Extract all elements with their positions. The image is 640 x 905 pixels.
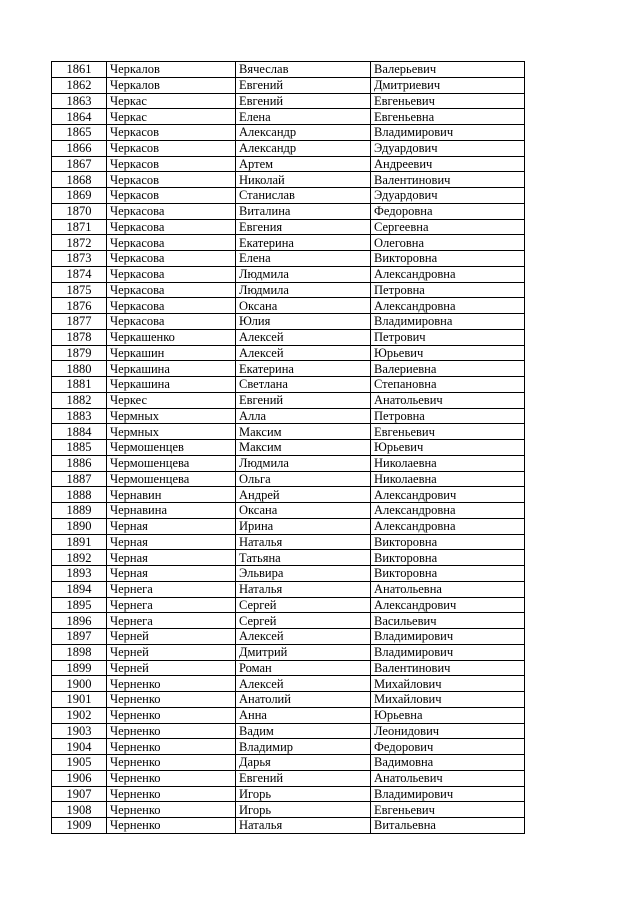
last-name-cell: Черкасова: [107, 251, 236, 267]
patronymic-cell: Владимирович: [371, 629, 525, 645]
table-row: [52, 613, 525, 629]
first-name-cell: Роман: [236, 660, 371, 676]
patronymic-cell: Петровна: [371, 408, 525, 424]
first-name-cell: Ольга: [236, 471, 371, 487]
last-name-cell: Черкасов: [107, 172, 236, 188]
row-number-cell: 1901: [52, 692, 107, 708]
first-name-cell: Алексей: [236, 329, 371, 345]
patronymic-cell: Викторовна: [371, 550, 525, 566]
table-row: [52, 550, 525, 566]
last-name-cell: Черкас: [107, 93, 236, 109]
patronymic-cell: Александровна: [371, 518, 525, 534]
row-number-cell: 1890: [52, 518, 107, 534]
patronymic-cell: Владимирович: [371, 125, 525, 141]
row-number-cell: 1876: [52, 298, 107, 314]
patronymic-cell: Александрович: [371, 487, 525, 503]
row-number-cell: 1879: [52, 345, 107, 361]
last-name-cell: Чермных: [107, 424, 236, 440]
first-name-cell: Владимир: [236, 739, 371, 755]
last-name-cell: Черкасова: [107, 266, 236, 282]
patronymic-cell: Федоровна: [371, 203, 525, 219]
patronymic-cell: Викторовна: [371, 566, 525, 582]
row-number-cell: 1874: [52, 266, 107, 282]
table-row: [52, 818, 525, 834]
row-number-cell: 1909: [52, 818, 107, 834]
last-name-cell: Черкашенко: [107, 329, 236, 345]
patronymic-cell: Юрьевна: [371, 707, 525, 723]
row-number-cell: 1868: [52, 172, 107, 188]
patronymic-cell: Евгеньевич: [371, 802, 525, 818]
patronymic-cell: Александровна: [371, 266, 525, 282]
patronymic-cell: Валериевна: [371, 361, 525, 377]
first-name-cell: Людмила: [236, 266, 371, 282]
patronymic-cell: Витальевна: [371, 818, 525, 834]
last-name-cell: Черненко: [107, 802, 236, 818]
first-name-cell: Светлана: [236, 377, 371, 393]
patronymic-cell: Юрьевич: [371, 345, 525, 361]
patronymic-cell: Степановна: [371, 377, 525, 393]
table-row: [52, 361, 525, 377]
first-name-cell: Людмила: [236, 282, 371, 298]
first-name-cell: Елена: [236, 251, 371, 267]
first-name-cell: Артем: [236, 156, 371, 172]
first-name-cell: Вячеслав: [236, 62, 371, 78]
last-name-cell: Черненко: [107, 755, 236, 771]
table-row: [52, 93, 525, 109]
table-row: [52, 188, 525, 204]
row-number-cell: 1885: [52, 440, 107, 456]
patronymic-cell: Андреевич: [371, 156, 525, 172]
first-name-cell: Алла: [236, 408, 371, 424]
row-number-cell: 1882: [52, 392, 107, 408]
last-name-cell: Черкашин: [107, 345, 236, 361]
row-number-cell: 1903: [52, 723, 107, 739]
table-row: [52, 566, 525, 582]
last-name-cell: Черненко: [107, 723, 236, 739]
first-name-cell: Максим: [236, 440, 371, 456]
row-number-cell: 1865: [52, 125, 107, 141]
last-name-cell: Черкасова: [107, 282, 236, 298]
last-name-cell: Черкасова: [107, 203, 236, 219]
row-number-cell: 1887: [52, 471, 107, 487]
row-number-cell: 1888: [52, 487, 107, 503]
first-name-cell: Алексей: [236, 345, 371, 361]
patronymic-cell: Валерьевич: [371, 62, 525, 78]
last-name-cell: Черная: [107, 550, 236, 566]
last-name-cell: Чернега: [107, 597, 236, 613]
first-name-cell: Наталья: [236, 534, 371, 550]
row-number-cell: 1863: [52, 93, 107, 109]
first-name-cell: Екатерина: [236, 235, 371, 251]
row-number-cell: 1889: [52, 503, 107, 519]
first-name-cell: Евгений: [236, 77, 371, 93]
row-number-cell: 1864: [52, 109, 107, 125]
row-number-cell: 1878: [52, 329, 107, 345]
row-number-cell: 1875: [52, 282, 107, 298]
first-name-cell: Екатерина: [236, 361, 371, 377]
row-number-cell: 1881: [52, 377, 107, 393]
row-number-cell: 1880: [52, 361, 107, 377]
patronymic-cell: Александровна: [371, 298, 525, 314]
row-number-cell: 1908: [52, 802, 107, 818]
table-row: [52, 251, 525, 267]
first-name-cell: Андрей: [236, 487, 371, 503]
patronymic-cell: Олеговна: [371, 235, 525, 251]
first-name-cell: Эльвира: [236, 566, 371, 582]
last-name-cell: Черкасов: [107, 125, 236, 141]
table-row: [52, 534, 525, 550]
table-row: [52, 707, 525, 723]
roster-table-body: [52, 62, 525, 834]
patronymic-cell: Михайлович: [371, 692, 525, 708]
first-name-cell: Наталья: [236, 581, 371, 597]
patronymic-cell: Дмитриевич: [371, 77, 525, 93]
last-name-cell: Черненко: [107, 818, 236, 834]
last-name-cell: Черная: [107, 534, 236, 550]
table-row: [52, 644, 525, 660]
table-row: [52, 282, 525, 298]
last-name-cell: Чермошенцева: [107, 455, 236, 471]
first-name-cell: Анатолий: [236, 692, 371, 708]
row-number-cell: 1867: [52, 156, 107, 172]
last-name-cell: Черкас: [107, 109, 236, 125]
last-name-cell: Черненко: [107, 770, 236, 786]
table-row: [52, 392, 525, 408]
table-row: [52, 266, 525, 282]
table-row: [52, 156, 525, 172]
patronymic-cell: Анатольевич: [371, 770, 525, 786]
first-name-cell: Николай: [236, 172, 371, 188]
row-number-cell: 1905: [52, 755, 107, 771]
first-name-cell: Дмитрий: [236, 644, 371, 660]
table-row: [52, 314, 525, 330]
row-number-cell: 1884: [52, 424, 107, 440]
row-number-cell: 1873: [52, 251, 107, 267]
first-name-cell: Станислав: [236, 188, 371, 204]
first-name-cell: Елена: [236, 109, 371, 125]
last-name-cell: Черкасов: [107, 140, 236, 156]
patronymic-cell: Юрьевич: [371, 440, 525, 456]
last-name-cell: Чернега: [107, 613, 236, 629]
last-name-cell: Черненко: [107, 676, 236, 692]
patronymic-cell: Петровна: [371, 282, 525, 298]
last-name-cell: Черкасова: [107, 219, 236, 235]
last-name-cell: Черкес: [107, 392, 236, 408]
row-number-cell: 1907: [52, 786, 107, 802]
first-name-cell: Оксана: [236, 298, 371, 314]
patronymic-cell: Леонидович: [371, 723, 525, 739]
patronymic-cell: Михайлович: [371, 676, 525, 692]
patronymic-cell: Николаевна: [371, 471, 525, 487]
last-name-cell: Черней: [107, 644, 236, 660]
row-number-cell: 1894: [52, 581, 107, 597]
patronymic-cell: Викторовна: [371, 251, 525, 267]
last-name-cell: Чернега: [107, 581, 236, 597]
row-number-cell: 1872: [52, 235, 107, 251]
first-name-cell: Ирина: [236, 518, 371, 534]
table-row: [52, 802, 525, 818]
first-name-cell: Сергей: [236, 597, 371, 613]
first-name-cell: Игорь: [236, 802, 371, 818]
table-row: [52, 597, 525, 613]
last-name-cell: Черкасова: [107, 235, 236, 251]
table-row: [52, 739, 525, 755]
table-row: [52, 408, 525, 424]
first-name-cell: Алексей: [236, 629, 371, 645]
row-number-cell: 1893: [52, 566, 107, 582]
patronymic-cell: Викторовна: [371, 534, 525, 550]
last-name-cell: Черкалов: [107, 77, 236, 93]
last-name-cell: Черней: [107, 629, 236, 645]
row-number-cell: 1897: [52, 629, 107, 645]
last-name-cell: Черкасов: [107, 156, 236, 172]
patronymic-cell: Петрович: [371, 329, 525, 345]
row-number-cell: 1895: [52, 597, 107, 613]
last-name-cell: Черненко: [107, 692, 236, 708]
last-name-cell: Чермошенцев: [107, 440, 236, 456]
patronymic-cell: Евгеньевна: [371, 109, 525, 125]
table-row: [52, 377, 525, 393]
table-row: [52, 755, 525, 771]
first-name-cell: Дарья: [236, 755, 371, 771]
table-row: [52, 455, 525, 471]
table-row: [52, 140, 525, 156]
table-row: [52, 629, 525, 645]
last-name-cell: Черкасов: [107, 188, 236, 204]
table-row: [52, 424, 525, 440]
row-number-cell: 1871: [52, 219, 107, 235]
row-number-cell: 1904: [52, 739, 107, 755]
row-number-cell: 1891: [52, 534, 107, 550]
patronymic-cell: Анатольевич: [371, 392, 525, 408]
patronymic-cell: Васильевич: [371, 613, 525, 629]
row-number-cell: 1866: [52, 140, 107, 156]
row-number-cell: 1902: [52, 707, 107, 723]
table-row: [52, 440, 525, 456]
patronymic-cell: Владимировна: [371, 314, 525, 330]
table-row: [52, 125, 525, 141]
table-row: [52, 203, 525, 219]
row-number-cell: 1906: [52, 770, 107, 786]
row-number-cell: 1886: [52, 455, 107, 471]
patronymic-cell: Валентинович: [371, 172, 525, 188]
table-row: [52, 235, 525, 251]
last-name-cell: Черней: [107, 660, 236, 676]
first-name-cell: Игорь: [236, 786, 371, 802]
table-row: [52, 487, 525, 503]
last-name-cell: Черная: [107, 518, 236, 534]
patronymic-cell: Валентинович: [371, 660, 525, 676]
last-name-cell: Чернавин: [107, 487, 236, 503]
first-name-cell: Оксана: [236, 503, 371, 519]
table-row: [52, 660, 525, 676]
last-name-cell: Чернавина: [107, 503, 236, 519]
patronymic-cell: Николаевна: [371, 455, 525, 471]
patronymic-cell: Вадимовна: [371, 755, 525, 771]
last-name-cell: Черная: [107, 566, 236, 582]
table-row: [52, 581, 525, 597]
first-name-cell: Алексей: [236, 676, 371, 692]
last-name-cell: Черкалов: [107, 62, 236, 78]
row-number-cell: 1892: [52, 550, 107, 566]
row-number-cell: 1900: [52, 676, 107, 692]
first-name-cell: Александр: [236, 140, 371, 156]
row-number-cell: 1899: [52, 660, 107, 676]
table-row: [52, 172, 525, 188]
row-number-cell: 1861: [52, 62, 107, 78]
table-row: [52, 298, 525, 314]
row-number-cell: 1883: [52, 408, 107, 424]
table-row: [52, 345, 525, 361]
row-number-cell: 1896: [52, 613, 107, 629]
patronymic-cell: Владимирович: [371, 644, 525, 660]
row-number-cell: 1898: [52, 644, 107, 660]
table-row: [52, 471, 525, 487]
last-name-cell: Черненко: [107, 786, 236, 802]
table-row: [52, 723, 525, 739]
first-name-cell: Сергей: [236, 613, 371, 629]
first-name-cell: Виталина: [236, 203, 371, 219]
patronymic-cell: Александрович: [371, 597, 525, 613]
last-name-cell: Черкашина: [107, 361, 236, 377]
table-row: [52, 786, 525, 802]
table-row: [52, 219, 525, 235]
first-name-cell: Евгения: [236, 219, 371, 235]
table-row: [52, 770, 525, 786]
first-name-cell: Максим: [236, 424, 371, 440]
last-name-cell: Черкасова: [107, 298, 236, 314]
first-name-cell: Александр: [236, 125, 371, 141]
last-name-cell: Черкасова: [107, 314, 236, 330]
patronymic-cell: Сергеевна: [371, 219, 525, 235]
roster-table: [51, 61, 525, 834]
row-number-cell: 1869: [52, 188, 107, 204]
table-row: [52, 109, 525, 125]
table-row: [52, 77, 525, 93]
table-row: [52, 692, 525, 708]
first-name-cell: Евгений: [236, 770, 371, 786]
last-name-cell: Чермных: [107, 408, 236, 424]
patronymic-cell: Эдуардович: [371, 140, 525, 156]
patronymic-cell: Владимирович: [371, 786, 525, 802]
table-row: [52, 676, 525, 692]
row-number-cell: 1877: [52, 314, 107, 330]
patronymic-cell: Федорович: [371, 739, 525, 755]
patronymic-cell: Евгеньевич: [371, 424, 525, 440]
last-name-cell: Черненко: [107, 707, 236, 723]
table-row: [52, 503, 525, 519]
first-name-cell: Евгений: [236, 392, 371, 408]
patronymic-cell: Эдуардович: [371, 188, 525, 204]
table-row: [52, 518, 525, 534]
first-name-cell: Вадим: [236, 723, 371, 739]
last-name-cell: Черненко: [107, 739, 236, 755]
last-name-cell: Черкашина: [107, 377, 236, 393]
first-name-cell: Наталья: [236, 818, 371, 834]
patronymic-cell: Александровна: [371, 503, 525, 519]
first-name-cell: Людмила: [236, 455, 371, 471]
first-name-cell: Татьяна: [236, 550, 371, 566]
first-name-cell: Анна: [236, 707, 371, 723]
first-name-cell: Юлия: [236, 314, 371, 330]
table-row: [52, 329, 525, 345]
row-number-cell: 1862: [52, 77, 107, 93]
first-name-cell: Евгений: [236, 93, 371, 109]
patronymic-cell: Анатольевна: [371, 581, 525, 597]
table-row: [52, 62, 525, 78]
row-number-cell: 1870: [52, 203, 107, 219]
last-name-cell: Чермошенцева: [107, 471, 236, 487]
patronymic-cell: Евгеньевич: [371, 93, 525, 109]
